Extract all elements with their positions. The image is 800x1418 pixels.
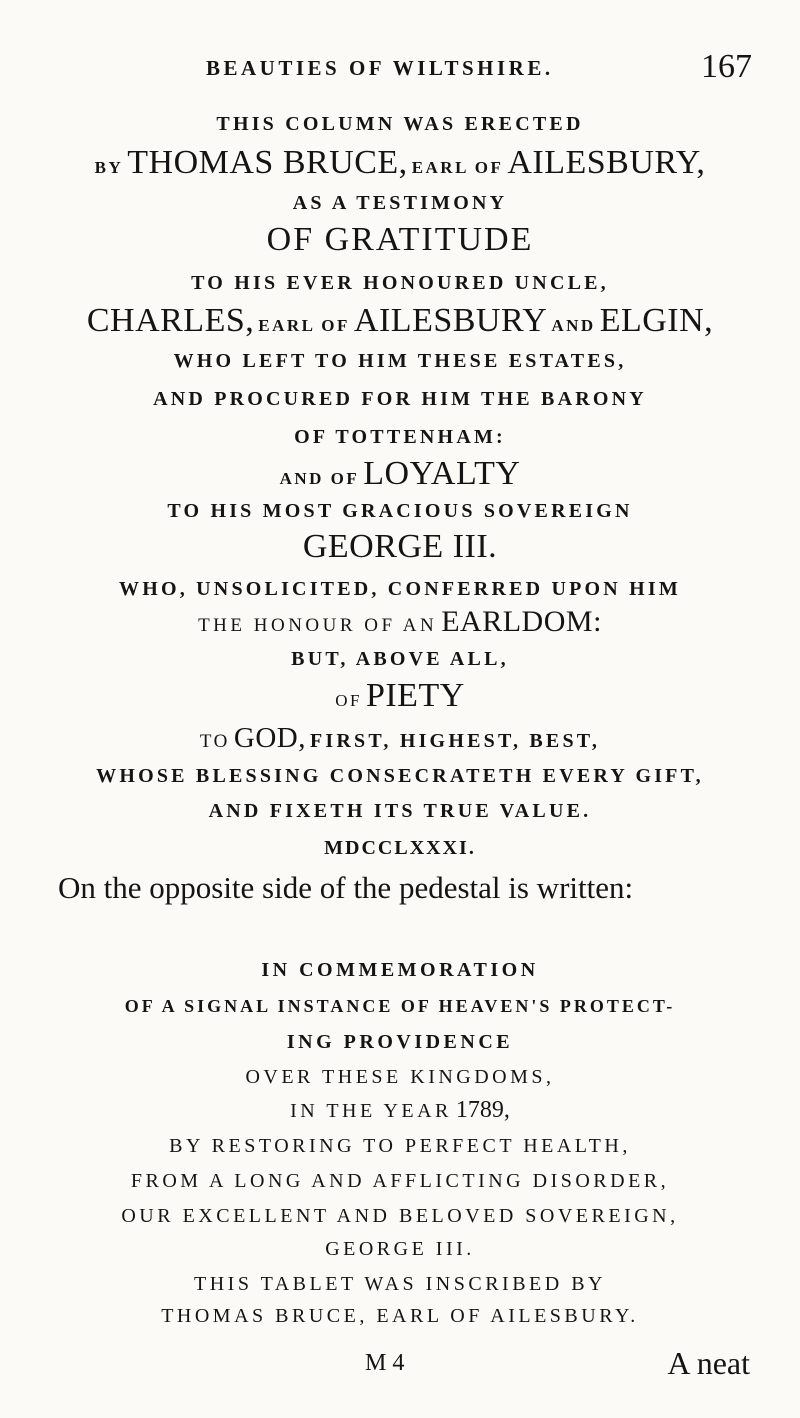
inscription-line: TO HIS MOST GRACIOUS SOVEREIGN [167, 500, 633, 522]
inscription-line: THIS TABLET WAS INSCRIBED BY [194, 1273, 606, 1295]
inscription-line: THOMAS BRUCE, EARL OF AILESBURY. [161, 1305, 639, 1327]
signature-mark: M 4 [365, 1350, 405, 1376]
inscription-word: TO [199, 731, 230, 752]
inscription-word: THOMAS BRUCE, [127, 144, 408, 181]
inscription-line [0, 605, 800, 639]
inscription-word: CHARLES, [86, 302, 255, 339]
inscription-line: OF GRATITUDE [266, 221, 534, 258]
inscription-line [0, 144, 800, 182]
inscription-line [0, 302, 800, 340]
inscription-word: ELGIN, [599, 302, 714, 339]
inscription-line [0, 722, 800, 755]
inscription-word: EARLDOM: [441, 605, 602, 638]
inscription-word: AILESBURY, [507, 144, 706, 181]
inscription-word: OF [335, 691, 362, 710]
inscription-line: WHO LEFT TO HIM THESE ESTATES, [173, 350, 627, 372]
inscription-line: IN COMMEMORATION [261, 959, 539, 981]
inscription-word: THE HONOUR OF AN [198, 615, 438, 636]
inscription-word: BY [94, 158, 124, 177]
inscription-line [0, 455, 800, 493]
running-title: BEAUTIES OF WILTSHIRE. [206, 56, 554, 80]
inscription-word: GOD, [233, 722, 306, 754]
inscription-word: AND OF [279, 469, 360, 488]
inscription-line: OUR EXCELLENT AND BELOVED SOVEREIGN, [121, 1205, 679, 1227]
inscription-line: GEORGE III. [302, 528, 498, 565]
inscription-word: FIRST, HIGHEST, BEST, [310, 730, 601, 752]
inscription-word: AILESBURY [353, 302, 548, 339]
inscription-line [0, 1097, 800, 1124]
inscription-line: BY RESTORING TO PERFECT HEALTH, [169, 1135, 631, 1157]
inscription-word: PIETY [365, 677, 465, 714]
inscription-year: 1789, [455, 1097, 510, 1123]
inscription-word: EARL OF [411, 158, 504, 177]
inscription-line: OF A SIGNAL INSTANCE OF HEAVEN'S PROTECT- [124, 996, 676, 1016]
inscription-line [0, 677, 800, 715]
inscription-line: WHO, UNSOLICITED, CONFERRED UPON HIM [119, 578, 681, 600]
inscription-line: TO HIS EVER HONOURED UNCLE, [191, 272, 609, 294]
inscription-word: AND [551, 316, 596, 335]
inscription-word: LOYALTY [363, 455, 521, 492]
page-number: 167 [701, 48, 752, 85]
inscription-line: THIS COLUMN WAS ERECTED [216, 113, 584, 135]
inscription-line: OF TOTTENHAM: [294, 426, 506, 448]
inscription-line: AND FIXETH ITS TRUE VALUE. [208, 800, 592, 822]
inscription-line: WHOSE BLESSING CONSECRATETH EVERY GIFT, [96, 765, 704, 787]
inscription-line: BUT, ABOVE ALL, [291, 648, 509, 670]
inscription-line: GEORGE III. [325, 1238, 475, 1260]
inscription-date: MDCCLXXXI. [324, 837, 476, 859]
inscription-word: IN THE YEAR [290, 1100, 452, 1122]
inscription-line: ING PROVIDENCE [286, 1031, 514, 1053]
inscription-line: AS A TESTIMONY [292, 192, 508, 214]
catchword: A neat [667, 1345, 750, 1381]
intro-line: On the opposite side of the pedestal is written: [58, 870, 634, 905]
inscription-word: EARL OF [258, 316, 350, 335]
inscription-line: FROM A LONG AND AFFLICTING DISORDER, [130, 1170, 670, 1192]
inscription-line: AND PROCURED FOR HIM THE BARONY [153, 388, 647, 410]
inscription-line: OVER THESE KINGDOMS, [245, 1066, 555, 1088]
